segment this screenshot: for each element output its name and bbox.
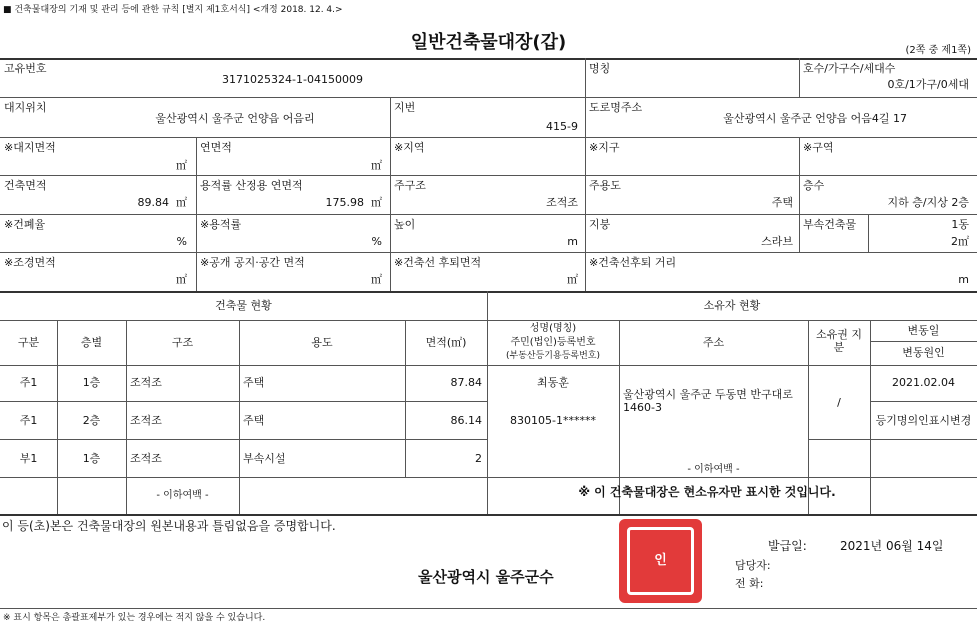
header-use: 용도 bbox=[311, 336, 333, 349]
floors-value: 지하 층/지상 2층 bbox=[887, 196, 969, 209]
footnote: ※ 표시 항목은 총괄표제부가 있는 경우에는 적지 않을 수 있습니다. bbox=[3, 613, 266, 623]
building-area-value: 89.84 bbox=[137, 196, 169, 209]
row-structure: 조적조 bbox=[130, 376, 162, 389]
change-reason: 등기명의인표시변경 bbox=[875, 414, 972, 427]
setback-distance-unit: m bbox=[958, 273, 969, 286]
header-change-reason: 변동원인 bbox=[902, 346, 945, 359]
issuer-name: 울산광역시 울주군수 bbox=[418, 568, 554, 586]
owner-share: / bbox=[837, 396, 841, 409]
road-address-label: 도로명주소 bbox=[589, 101, 643, 114]
structure-value: 조적조 bbox=[546, 196, 578, 209]
owner-blank-note: - 이하여백 - bbox=[687, 464, 740, 475]
header-owner-name: 성명(명칭) bbox=[529, 323, 577, 334]
row-type: 부1 bbox=[19, 452, 38, 465]
certify-text: 이 등(초)본은 건축물대장의 원본내용과 틀림없음을 증명합니다. bbox=[2, 519, 336, 533]
setback-distance-label: ※건축선후퇴 거리 bbox=[589, 256, 677, 269]
section-label: ※구역 bbox=[803, 141, 834, 154]
site-area-unit: ㎡ bbox=[176, 159, 187, 172]
header-type: 구분 bbox=[17, 336, 40, 349]
site-area-label: ※대지면적 bbox=[4, 141, 56, 154]
building-blank-note: - 이하여백 - bbox=[156, 490, 209, 501]
site-value: 울산광역시 울주군 언양읍 어음리 bbox=[155, 112, 315, 125]
far-label: ※용적률 bbox=[200, 218, 242, 231]
seal-text: 인 bbox=[654, 553, 667, 568]
roof-label: 지붕 bbox=[589, 218, 611, 231]
bcr-label: ※건폐율 bbox=[4, 218, 46, 231]
units-label: 호수/가구수/세대수 bbox=[803, 62, 896, 75]
row-type: 주1 bbox=[19, 376, 38, 389]
site-label: 대지위치 bbox=[4, 101, 47, 114]
main-use-value: 주택 bbox=[771, 196, 793, 209]
building-area-unit: ㎡ bbox=[176, 196, 187, 209]
lot-label: 지번 bbox=[394, 101, 416, 114]
header-floor: 층별 bbox=[80, 336, 103, 349]
unique-no-label: 고유번호 bbox=[4, 62, 47, 75]
header-structure: 구조 bbox=[171, 336, 194, 349]
unique-no-value: 3171025324-1-04150009 bbox=[222, 73, 363, 86]
floors-label: 층수 bbox=[803, 179, 825, 192]
page-indicator: (2쪽 중 제1쪽) bbox=[905, 45, 971, 56]
far-area-label: 용적률 산정용 연면적 bbox=[200, 179, 303, 192]
owner-address: 울산광역시 울주군 두동면 반구대로 1460-3 bbox=[623, 388, 793, 414]
structure-label: 주구조 bbox=[394, 179, 426, 192]
annex-count: 1동 bbox=[951, 218, 969, 231]
roof-value: 스라브 bbox=[761, 235, 793, 248]
far-unit: % bbox=[371, 235, 382, 248]
annex-area: 2㎡ bbox=[951, 235, 969, 248]
row-area: 86.14 bbox=[450, 414, 482, 427]
bcr-unit: % bbox=[176, 235, 187, 248]
floor-area-unit: ㎡ bbox=[371, 159, 382, 172]
height-label: 높이 bbox=[394, 218, 416, 231]
header-owner-share: 소유권 지분 bbox=[815, 328, 862, 354]
staff-label: 담당자: bbox=[735, 559, 771, 572]
row-floor: 1층 bbox=[82, 452, 101, 465]
landscape-label: ※조경면적 bbox=[4, 256, 56, 269]
row-floor: 1층 bbox=[82, 376, 101, 389]
annex-label: 부속건축물 bbox=[803, 218, 857, 231]
row-use: 주택 bbox=[243, 414, 265, 427]
setback-area-unit: ㎡ bbox=[567, 273, 578, 286]
document-title: 일반건축물대장(갑) bbox=[410, 32, 567, 53]
row-type: 주1 bbox=[19, 414, 38, 427]
issue-date-label: 발급일: bbox=[768, 539, 807, 553]
current-owner-notice: ※ 이 건축물대장은 현소유자만 표시한 것입니다. bbox=[578, 485, 836, 499]
owner-id: 830105-1****** bbox=[510, 414, 596, 427]
public-space-unit: ㎡ bbox=[371, 273, 382, 286]
landscape-unit: ㎡ bbox=[176, 273, 187, 286]
public-space-label: ※공개 공지·공간 면적 bbox=[200, 256, 305, 269]
main-use-label: 주용도 bbox=[589, 179, 621, 192]
row-area: 87.84 bbox=[450, 376, 482, 389]
far-area-value: 175.98 bbox=[325, 196, 364, 209]
change-date: 2021.02.04 bbox=[892, 376, 955, 389]
official-seal bbox=[619, 519, 702, 603]
owner-status-title: 소유자 현황 bbox=[703, 299, 761, 312]
header-change-date: 변동일 bbox=[907, 324, 940, 337]
issue-date-value: 2021년 06월 14일 bbox=[840, 539, 944, 553]
name-label: 명칭 bbox=[589, 62, 611, 75]
road-address-value: 울산광역시 울주군 언양읍 어음4길 17 bbox=[723, 112, 907, 125]
far-area-unit: ㎡ bbox=[371, 196, 382, 209]
header-owner-address: 주소 bbox=[702, 336, 725, 349]
row-area: 2 bbox=[475, 452, 482, 465]
row-use: 부속시설 bbox=[243, 452, 286, 465]
row-structure: 조적조 bbox=[130, 414, 162, 427]
header-area: 면적(㎡) bbox=[425, 336, 467, 349]
lot-value: 415-9 bbox=[546, 120, 578, 133]
zone-label: ※지역 bbox=[394, 141, 425, 154]
district-label: ※지구 bbox=[589, 141, 620, 154]
row-structure: 조적조 bbox=[130, 452, 162, 465]
building-status-title: 건축물 현황 bbox=[215, 299, 272, 312]
building-area-label: 건축면적 bbox=[4, 179, 47, 192]
regulation-note: ■ 건축물대장의 기재 및 관리 등에 관한 규칙 [별지 제1호서식] <개정 2018. 12. 4.> bbox=[3, 5, 343, 15]
setback-area-label: ※건축선 후퇴면적 bbox=[394, 256, 482, 269]
row-floor: 2층 bbox=[82, 414, 101, 427]
height-unit: m bbox=[567, 235, 578, 248]
owner-name: 최동훈 bbox=[537, 376, 569, 389]
units-value: 0호/1가구/0세대 bbox=[887, 78, 969, 91]
phone-label: 전 화: bbox=[735, 577, 764, 590]
header-owner-reg: (부동산등기용등록번호) bbox=[506, 351, 600, 361]
header-owner-id: 주민(법인)등록번호 bbox=[510, 337, 596, 348]
floor-area-label: 연면적 bbox=[200, 141, 232, 154]
row-use: 주택 bbox=[243, 376, 265, 389]
